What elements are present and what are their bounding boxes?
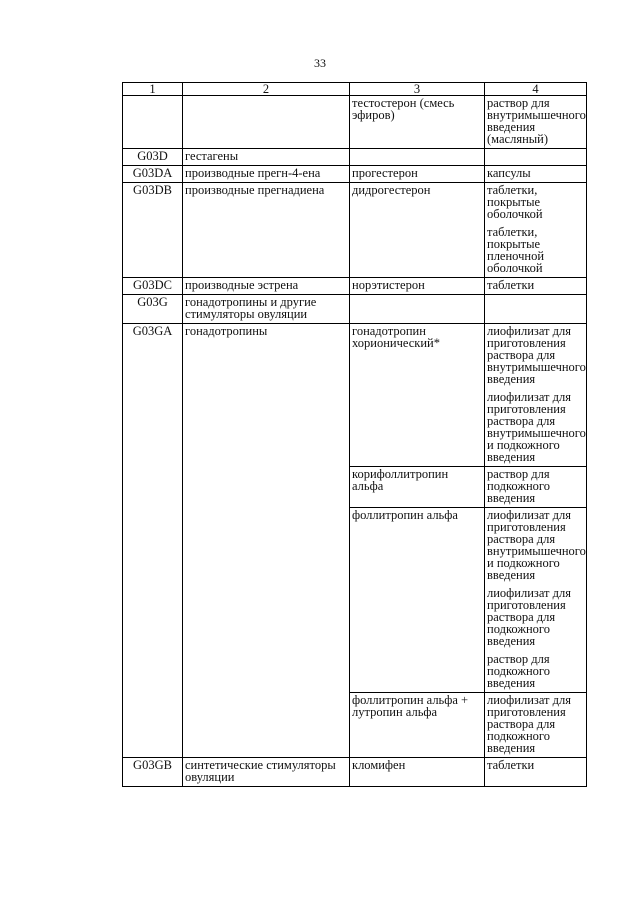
dosage-form: таблетки, покрытые оболочкой (487, 183, 543, 221)
dosage-form-cell (485, 467, 587, 508)
table-row (123, 295, 587, 324)
drug-name-cell: норэтистерон (350, 278, 485, 295)
atc-code-cell: G03GB (123, 758, 183, 787)
dosage-form: раствор для подкожного введения (487, 467, 550, 505)
column-number: 1 (123, 83, 183, 96)
atc-code-cell: G03GA (123, 324, 183, 758)
atc-code-cell: G03DA (123, 166, 183, 183)
dosage-form: лиофилизат для приготовления раствора для подкожного введения (487, 693, 571, 755)
anatomical-group-cell: производные прегнадиена (183, 183, 350, 278)
table-row (123, 96, 587, 149)
dosage-form-cell (485, 295, 587, 324)
anatomical-group-cell: синтетические стимуляторы овуляции (183, 758, 350, 787)
anatomical-group-cell: производные прегн-4-ена (183, 166, 350, 183)
table-row (123, 324, 587, 467)
dosage-form-cell (485, 278, 587, 295)
dosage-form: лиофилизат для приготовления раствора для внутримышечного и подкожного введения (487, 508, 586, 582)
dosage-form: таблетки (487, 758, 535, 772)
dosage-form: таблетки, покрытые пленочной оболочкой (487, 225, 545, 275)
drug-name-cell: дидрогестерон (350, 183, 485, 278)
anatomical-group-cell (183, 96, 350, 149)
atc-code-cell: G03DC (123, 278, 183, 295)
drug-name-cell (350, 295, 485, 324)
dosage-form: лиофилизат для приготовления раствора для внутримышечного и подкожного введения (487, 390, 586, 464)
drug-name-cell: тестостерон (смесь эфиров) (350, 96, 485, 149)
table-row (123, 758, 587, 787)
table-row (123, 166, 587, 183)
drug-name-cell: гонадотропин хорионический* (350, 324, 485, 467)
drug-name-cell: фоллитропин альфа (350, 508, 485, 693)
table-row (123, 183, 587, 278)
anatomical-group-cell: гестагены (183, 149, 350, 166)
anatomical-group-cell: производные эстрена (183, 278, 350, 295)
atc-code-cell: G03G (123, 295, 183, 324)
drug-name-cell: фоллитропин альфа + лутропин альфа (350, 693, 485, 758)
column-number-row (123, 83, 587, 96)
dosage-form: капсулы (487, 166, 531, 180)
column-number: 3 (350, 83, 485, 96)
atc-code-cell: G03D (123, 149, 183, 166)
dosage-form: лиофилизат для приготовления раствора для подкожного введения (487, 586, 571, 648)
dosage-form-cell (485, 96, 587, 149)
dosage-form: раствор для внутримышечного введения (масляный) (487, 96, 586, 146)
table-row (123, 149, 587, 166)
dosage-form: лиофилизат для приготовления раствора для внутримышечного введения (487, 324, 586, 386)
table-row (123, 278, 587, 295)
anatomical-group-cell: гонадотропины и другие стимуляторы овуляции (183, 295, 350, 324)
atc-code-cell (123, 96, 183, 149)
dosage-form-cell (485, 508, 587, 693)
page-number: 33 (314, 56, 326, 70)
dosage-form-cell (485, 324, 587, 467)
dosage-form-cell (485, 758, 587, 787)
drug-name-cell: прогестерон (350, 166, 485, 183)
column-number: 4 (485, 83, 587, 96)
atc-code-cell: G03DB (123, 183, 183, 278)
drug-name-cell: корифоллитропин альфа (350, 467, 485, 508)
dosage-form-cell (485, 183, 587, 278)
dosage-form-cell (485, 693, 587, 758)
drug-classification-table (122, 82, 587, 787)
drug-name-cell (350, 149, 485, 166)
dosage-form-cell (485, 166, 587, 183)
dosage-form: раствор для подкожного введения (487, 652, 550, 690)
dosage-form: таблетки (487, 278, 535, 292)
column-number: 2 (183, 83, 350, 96)
drug-name-cell: кломифен (350, 758, 485, 787)
dosage-form-cell (485, 149, 587, 166)
anatomical-group-cell: гонадотропины (183, 324, 350, 758)
